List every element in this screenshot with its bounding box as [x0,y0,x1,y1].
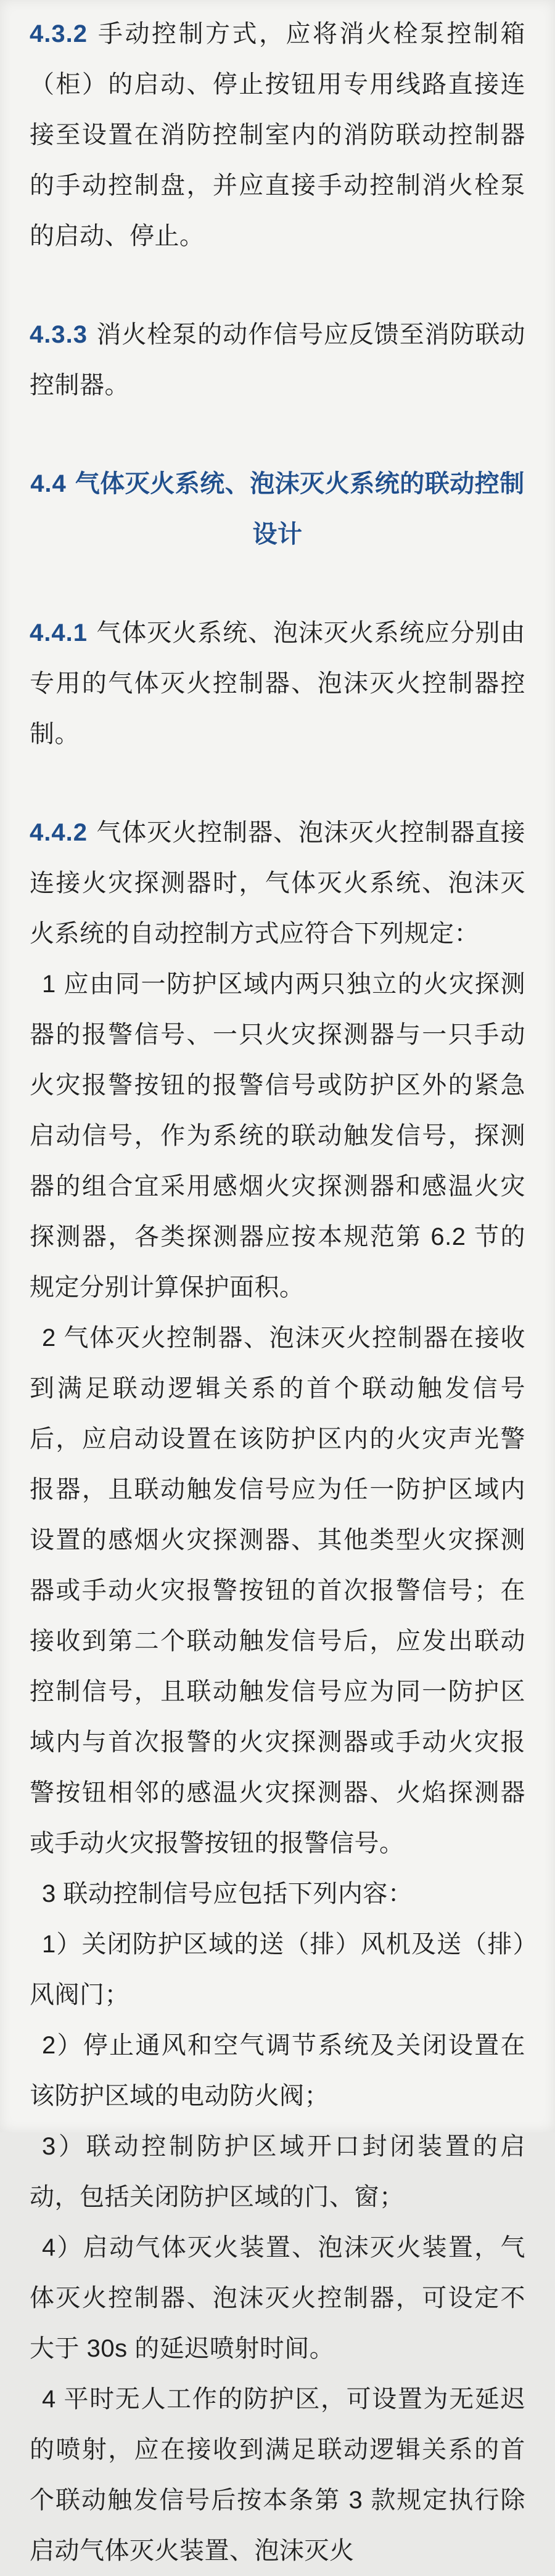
clause-number: 4.3.3 [30,321,88,348]
clause-text: 手动控制方式，应将消火栓泵控制箱（柜）的启动、停止按钮用专用线路直接连接至设置在消防控制室内的消防联动控制器的手动控制盘，并应直接手动控制消火栓泵的启动、停止。 [30,20,525,250]
clause-number: 4.4.1 [30,619,88,646]
list-item-text: 1）关闭防护区域的送（排）风机及送（排）风阀门； [30,1931,525,2008]
list-item-text: 2 气体灭火控制器、泡沫灭火控制器在接收到满足联动逻辑关系的首个联动触发信号后，应启动设置在该防护区内的火灾声光警报器，且联动触发信号应为任一防护区域内设置的感烟火灾探测器、其他类型火灾探测器或手动火灾报警按钮的首次报警信号；在接收到第二个联动触发信号后，应发出联动控制信号，且联动触发信号应为同一防护区域内与首次报警的火灾探测器或手动火灾报警按钮相邻的感温火灾探测器、火焰探测器或手动火灾报警按钮的报警信号。 [30,1324,525,1857]
list-item-text: 3）联动控制防护区域开口封闭装置的启动，包括关闭防护区域的门、窗； [30,2133,525,2211]
clause-paragraph [30,807,525,959]
clause-paragraph [30,608,525,759]
list-item [30,959,525,1313]
list-item-text: 2）停止通风和空气调节系统及关闭设置在该防护区域的电动防火阀； [30,2032,525,2109]
list-item-text: 3 联动控制信号应包括下列内容： [42,1880,413,1907]
list-item-text: 4 平时无人工作的防护区，可设置为无延迟的喷射，应在接收到满足联动逻辑关系的首个联动触发信号后按本条第 3 款规定执行除启动气体灭火装置、泡沫灭火 [30,2386,525,2564]
section-heading [30,459,525,560]
clause-number: 4.4.2 [30,819,88,846]
list-item [30,2374,525,2576]
clause-text: 消火栓泵的动作信号应反馈至消防联动控制器。 [30,321,525,399]
section-heading-text: 气体灭火系统、泡沫灭火系统的联动控制设计 [75,470,525,548]
section-heading-number: 4.4 [30,470,67,497]
list-item [30,2020,525,2121]
list-item [30,1869,525,1919]
list-item-text: 4）启动气体灭火装置、泡沫灭火装置，气体灭火控制器、泡沫灭火控制器，可设定不大于 30s 的延迟喷射时间。 [30,2234,525,2362]
list-item [30,1919,525,2020]
clause-number: 4.3.2 [30,20,88,47]
list-item [30,2222,525,2374]
clause-text: 气体灭火控制器、泡沫灭火控制器直接连接火灾探测器时，气体灭火系统、泡沫灭火系统的自动控制方式应符合下列规定： [30,819,525,947]
list-item [30,2121,525,2222]
clause-text: 气体灭火系统、泡沫灭火系统应分别由专用的气体灭火控制器、泡沫灭火控制器控制。 [30,619,525,748]
list-item-text: 1 应由同一防护区域内两只独立的火灾探测器的报警信号、一只火灾探测器与一只手动火灾报警按钮的报警信号或防护区外的紧急启动信号，作为系统的联动触发信号，探测器的组合宜采用感烟火灾探测器和感温火灾探测器，各类探测器应按本规范第 6.2 节的规定分别计算保护面积。 [30,971,525,1301]
clause-paragraph [30,309,525,410]
list-item [30,1313,525,1869]
clause-paragraph [30,9,525,261]
